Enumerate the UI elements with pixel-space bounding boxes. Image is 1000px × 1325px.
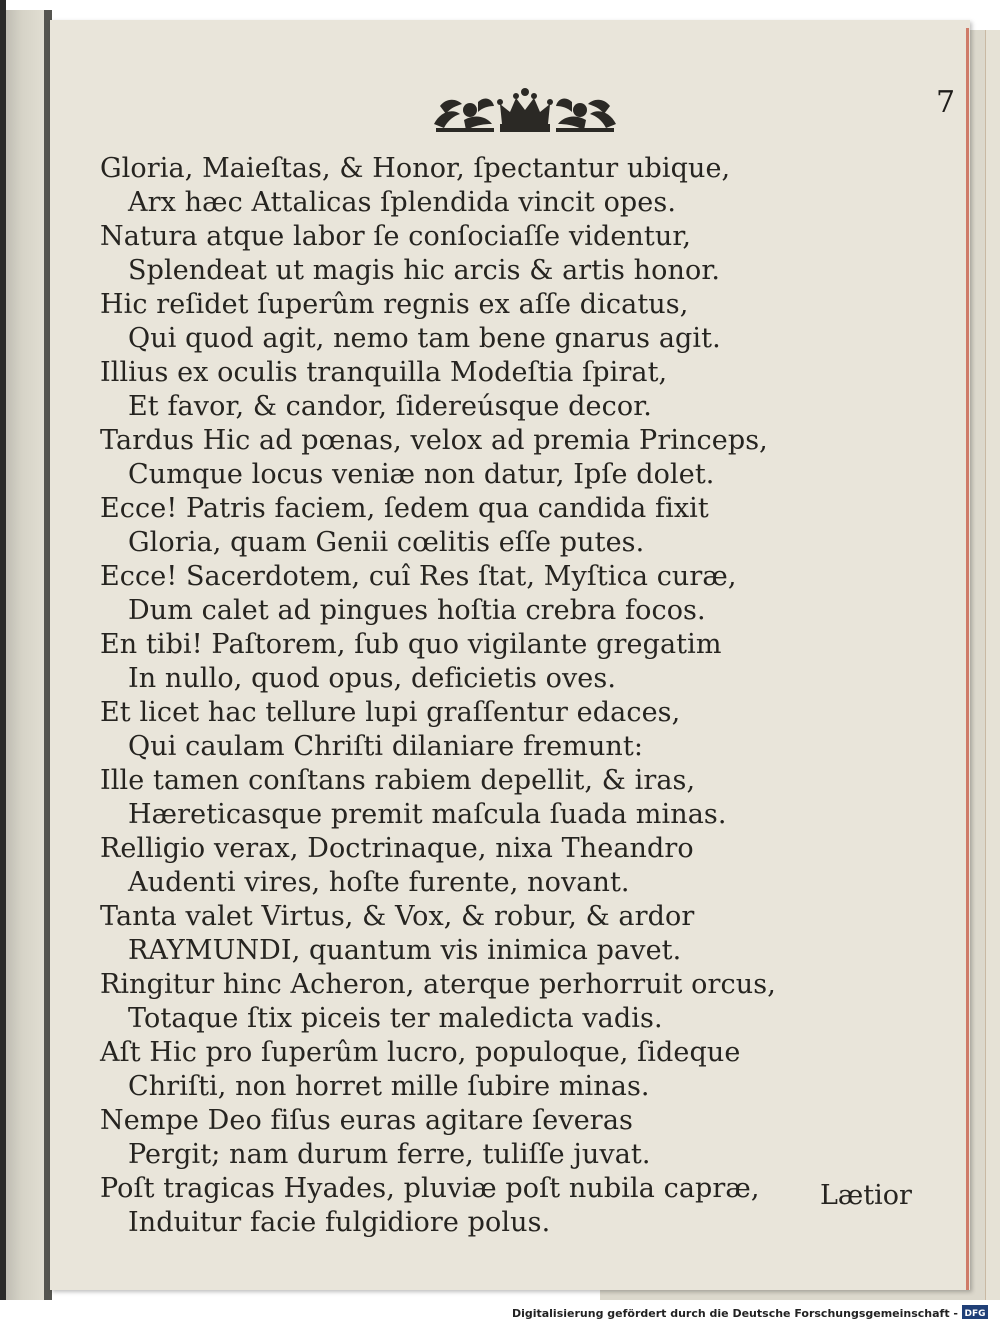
verse-line: Relligio verax, Doctrinaque, nixa Theandro xyxy=(100,833,694,864)
adjacent-page-strip xyxy=(6,10,46,1300)
verse-line: Natura atque labor ſe conſociaſſe videntur, xyxy=(100,221,692,252)
page-red-edge xyxy=(966,28,969,1290)
verse-line: Ecce! Sacerdotem, cuî Res ſtat, Myſtica curæ, xyxy=(100,561,737,592)
verse-line: Induitur facie fulgidiore polus. xyxy=(128,1207,551,1238)
verse-line: RAYMUNDI, quantum vis inimica pavet. xyxy=(128,935,682,966)
verse-line: Arx hæc Attalicas ſplendida vincit opes. xyxy=(128,187,677,218)
verse-line: Qui caulam Chriſti dilaniare fremunt: xyxy=(128,731,644,762)
verse-line: Tanta valet Virtus, & Vox, & robur, & ardor xyxy=(100,901,695,932)
verse-line: Ecce! Patris faciem, ſedem qua candida fixit xyxy=(100,493,709,524)
page-number: 7 xyxy=(936,85,956,120)
verse-line: Illius ex oculis tranquilla Modeſtia ſpirat, xyxy=(100,357,668,388)
verse-line: Splendeat ut magis hic arcis & artis honor. xyxy=(128,255,721,286)
verse-line: Hic reſidet ſuperûm regnis ex aſſe dicatus, xyxy=(100,289,689,320)
underlying-page-edge xyxy=(985,30,1000,1300)
verse-line: Pergit; nam durum ferre, tuliſſe juvat. xyxy=(128,1139,651,1170)
dfg-logo-icon xyxy=(962,1305,988,1319)
verse-line: Hæreticasque premit maſcula ſuada minas. xyxy=(128,799,727,830)
verse-line: Tardus Hic ad pœnas, velox ad premia Princeps, xyxy=(100,425,768,456)
verse-line: Ringitur hinc Acheron, aterque perhorruit orcus, xyxy=(100,969,776,1000)
verse-line: Gloria, Maieſtas, & Honor, ſpectantur ubique, xyxy=(100,153,731,184)
verse-line: Totaque ſtix piceis ter maledicta vadis. xyxy=(128,1003,663,1034)
svg-text:DFG: DFG xyxy=(964,1309,986,1319)
verse-line: Audenti vires, hoſte furente, novant. xyxy=(128,867,630,898)
verse-line: Qui quod agit, nemo tam bene gnarus agit. xyxy=(128,323,721,354)
verse-line: Dum calet ad pingues hoſtia crebra focos. xyxy=(128,595,706,626)
verse-line: Poſt tragicas Hyades, pluviæ poſt nubila capræ, xyxy=(100,1173,760,1204)
verse-line: En tibi! Paſtorem, ſub quo vigilante gregatim xyxy=(100,629,722,660)
verse-line: Chriſti, non horret mille ſubire minas. xyxy=(128,1071,650,1102)
verse-line: Et favor, & candor, ſidereúsque decor. xyxy=(128,391,652,422)
poem-text xyxy=(100,152,776,1240)
verse-line: Ille tamen conſtans rabiem depellit, & iras, xyxy=(100,765,696,796)
catchword: Lætior xyxy=(820,1180,912,1211)
verse-line: Gloria, quam Genii cœlitis eſſe putes. xyxy=(128,527,645,558)
verse-line: Cumque locus veniæ non datur, Ipſe dolet. xyxy=(128,459,715,490)
verse-line: In nullo, quod opus, deficietis oves. xyxy=(128,663,617,694)
verse-line: Nempe Deo fiſus euras agitare ſeveras xyxy=(100,1105,633,1136)
funding-note: Digitalisierung gefördert durch die Deutsche Forschungsgemeinschaft - xyxy=(511,1307,958,1320)
crown-ornament-icon xyxy=(430,84,620,138)
verse-line: Et licet hac tellure lupi graſſentur edaces, xyxy=(100,697,681,728)
verse-line: Aſt Hic pro ſuperûm lucro, populoque, ſideque xyxy=(100,1037,741,1068)
